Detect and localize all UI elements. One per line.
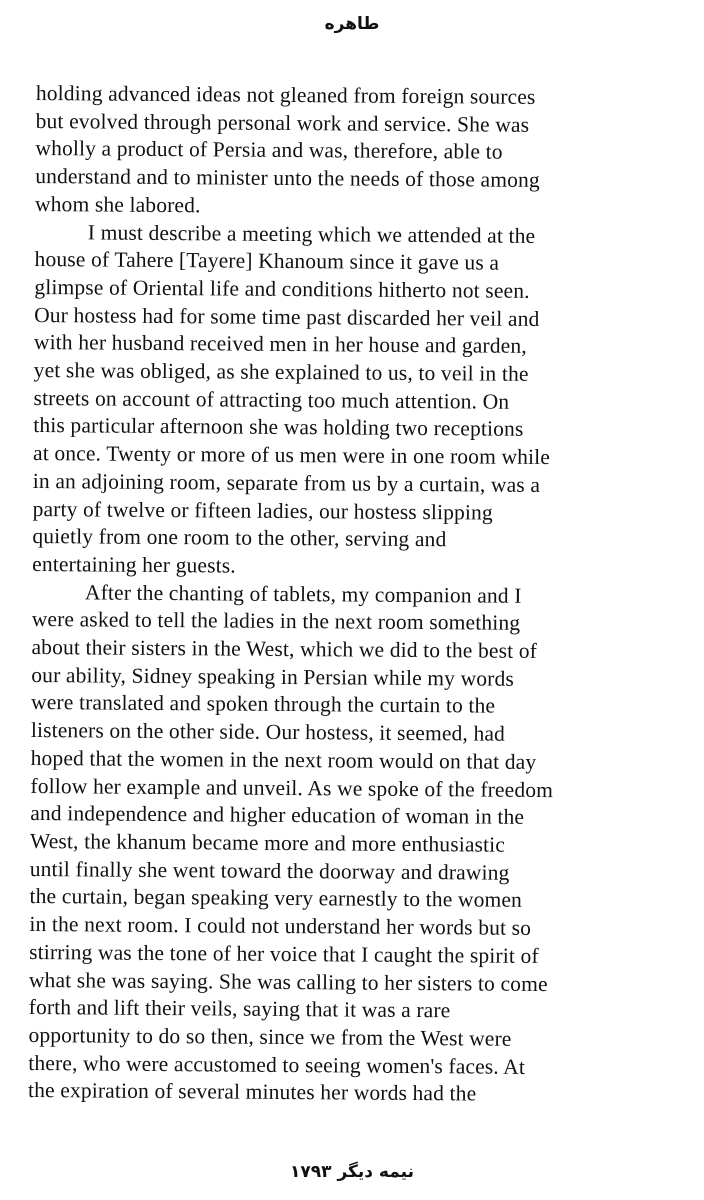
text-line: hoped that the women in the next room would on that day <box>30 745 537 774</box>
text-line: West, the khanum became more and more enthusiastic <box>29 828 506 857</box>
text-line: follow her example and unveil. As we spoke of the freedom <box>30 773 554 802</box>
text-line: were translated and spoken through the curtain to the <box>31 690 496 719</box>
text-line: in an adjoining room, separate from us by a curtain, was a <box>32 468 541 497</box>
body-text <box>28 80 686 1110</box>
text-line: and independence and higher education of woman in the <box>30 801 525 830</box>
text-line: until finally she went toward the doorway and drawing <box>29 856 510 885</box>
text-line: party of twelve or fifteen ladies, our hostess slipping <box>32 496 493 525</box>
paragraph <box>32 219 685 584</box>
text-line: forth and lift their veils, saying that it was a rare <box>28 995 451 1023</box>
text-line: wholly a product of Persia and was, therefore, able to <box>35 136 503 165</box>
text-line: listeners on the other side. Our hostess, it seemed, had <box>30 718 506 746</box>
text-line: quietly from one room to the other, serving and <box>32 524 447 552</box>
page-footer: نیمه دیگر ۱۷۹۳ <box>290 1162 414 1182</box>
text-line: understand and to minister unto the needs of those among <box>35 164 540 193</box>
text-line: but evolved through personal work and service. She was <box>35 108 530 137</box>
paragraph <box>28 579 682 1110</box>
text-line: with her husband received men in her house and garden, <box>33 330 527 359</box>
text-line: After the chanting of tablets, my companion and I <box>84 580 522 608</box>
text-line: whom she labored. <box>34 191 201 218</box>
running-header: طاهره <box>324 14 380 34</box>
text-line: I must describe a meeting which we attended at the <box>87 219 536 248</box>
text-line: opportunity to do so then, since we from the West were <box>28 1022 512 1051</box>
text-line: this particular afternoon she was holding two receptions <box>33 413 524 442</box>
text-line: yet she was obliged, as she explained to us, to veil in the <box>33 358 529 386</box>
text-line: there, who were accustomed to seeing women's faces. At <box>28 1050 526 1079</box>
text-line: the curtain, began speaking very earnestly to the women <box>29 884 523 913</box>
text-line: stirring was the tone of her voice that I caught the spirit of <box>29 939 539 968</box>
paragraph <box>35 80 686 224</box>
text-line: what she was saying. She was calling to her sisters to come <box>28 967 548 996</box>
text-line: about their sisters in the West, which we did to the best of <box>31 635 538 664</box>
text-line: holding advanced ideas not gleaned from foreign sources <box>35 80 536 109</box>
text-line: were asked to tell the ladies in the next room something <box>31 607 521 636</box>
text-line: in the next room. I could not understand her words but so <box>29 912 532 941</box>
text-line: entertaining her guests. <box>32 551 236 578</box>
text-line: our ability, Sidney speaking in Persian while my words <box>31 662 515 691</box>
text-line: glimpse of Oriental life and conditions hitherto not seen. <box>34 274 530 303</box>
text-line: Our hostess had for some time past discarded her veil and <box>34 302 540 331</box>
text-line: the expiration of several minutes her words had the <box>27 1078 477 1106</box>
text-line: streets on account of attracting too much attention. On <box>33 385 510 414</box>
text-line: at once. Twenty or more of us men were in one room while <box>32 441 551 470</box>
text-line: house of Tahere [Tayere] Khanoum since it gave us a <box>34 247 500 275</box>
